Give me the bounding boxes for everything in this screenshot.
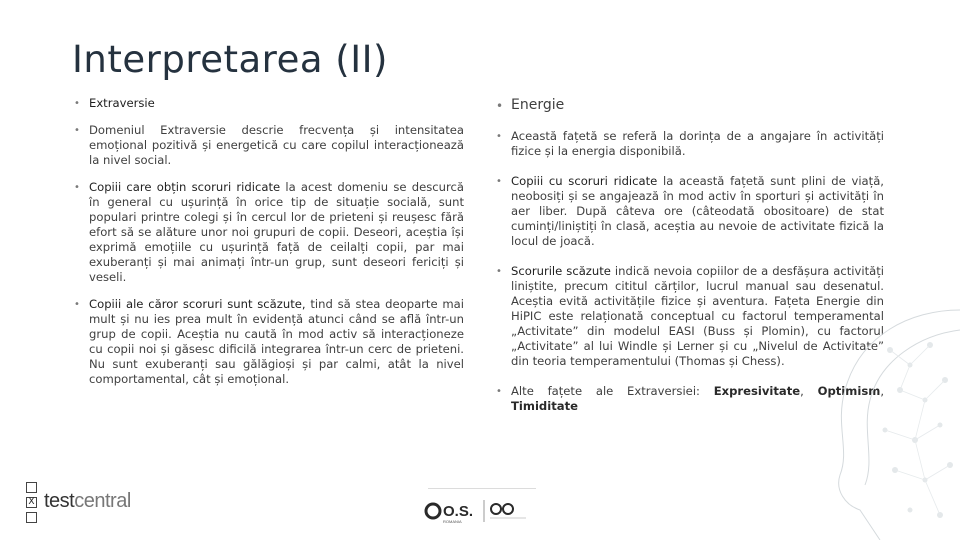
testcentral-logo-mark: [26, 482, 40, 527]
list-item: [494, 129, 884, 159]
facet-expresivitate: Expresivitate: [713, 384, 801, 398]
facet-timiditate: Timiditate: [511, 399, 578, 413]
logo-box-icon: [26, 512, 37, 523]
os-logo-text: O.S.: [443, 503, 474, 520]
item-text: la acest domeniu se descurcă în general cu ușurință în orice tip de situație socială, sunt populari printre colegi și în cercul lor de prieteni și reușesc fără efort să se alăture unor noi grupuri de copii. Deseori, aceștia își exprimă emoțiile cu ușurință față de ceilalți copii, par mai exuberanți și mai animați într-un grup, sunt deseori fericiți și veseli.: [89, 180, 464, 284]
item-text: la această fațetă sunt plini de viață, neobosiți și se angajează în mod activ în sporturi și activități în aer liber. După câteva ore (câteodată obositoare) de stat cuminți/liniștiți în clasă, aceștia au nevoie de activitate fizică la locul de joacă.: [511, 174, 884, 248]
decorative-head-graphic: [800, 290, 960, 540]
item-text: indică nevoia copiilor de a desfășura activități liniștite, precum cititul cărților, lucrul manual sau desenatul. Aceștia evită activitățile fizice și aventura. Fațeta Energie din HiPIC este relaționată conceptual cu factorul temperamental „Activitate” din modelul EASI (Buss și Plomin), cu factorul „Activitate” al lui Windle și Lerner și cu „Nivelul de Activitate” din teoria temperamentului (Thomas și Chess).: [511, 264, 884, 368]
logo-text-central: central: [74, 490, 131, 512]
item-text: tind să stea deoparte mai mult și nu ies prea mult în evidență atunci când se află într-un grup de copii. Aceștia nu caută în mod activ să interacționeze cu copii noi și găsesc dificilă integrarea într-un cerc de prieteni. Nu sunt exuberanți sau gălăgioși și par calmi, atât la nivel comportamental, cât și emoțional.: [89, 297, 465, 386]
logo-box-icon: [26, 482, 37, 493]
list-item: [72, 123, 464, 168]
separator: ,: [880, 384, 884, 398]
item-text: Domeniul Extraversie descrie frecvența și intensitatea emoțional pozitivă și energetică cu care copilul interacționează la nivel social.: [89, 123, 464, 167]
item-text: Alte fațete ale Extraversiei:: [511, 384, 714, 398]
slide-title: Interpretarea (II): [72, 38, 388, 81]
list-item: [72, 297, 464, 387]
list-item: [72, 96, 464, 111]
logo-box-checked-icon: X: [26, 497, 37, 508]
facet-optimism: Optimism: [817, 384, 881, 398]
left-column: [72, 96, 464, 399]
os-romania-logo: [424, 488, 536, 528]
list-item: [494, 96, 884, 114]
os-logo-subtext: ROMANIA: [443, 519, 462, 524]
item-text: Această fațetă se referă la dorința de a angajare în activități fizice și la energia disponibilă.: [511, 129, 884, 158]
separator: ,: [800, 384, 818, 398]
item-strong: Copiii ale căror scoruri sunt scăzute,: [89, 297, 306, 311]
item-heading-extraversie: Extraversie: [89, 96, 155, 110]
testcentral-logo: [44, 490, 131, 513]
item-strong: Copiii cu scoruri ridicate: [511, 174, 658, 188]
list-item: [494, 174, 884, 249]
item-strong: Copiii care obțin scoruri ridicate: [89, 180, 281, 194]
logo-text-test: test: [44, 490, 75, 512]
item-heading-energie: Energie: [511, 97, 565, 113]
item-strong: Scorurile scăzute: [511, 264, 611, 278]
list-item: [72, 180, 464, 285]
